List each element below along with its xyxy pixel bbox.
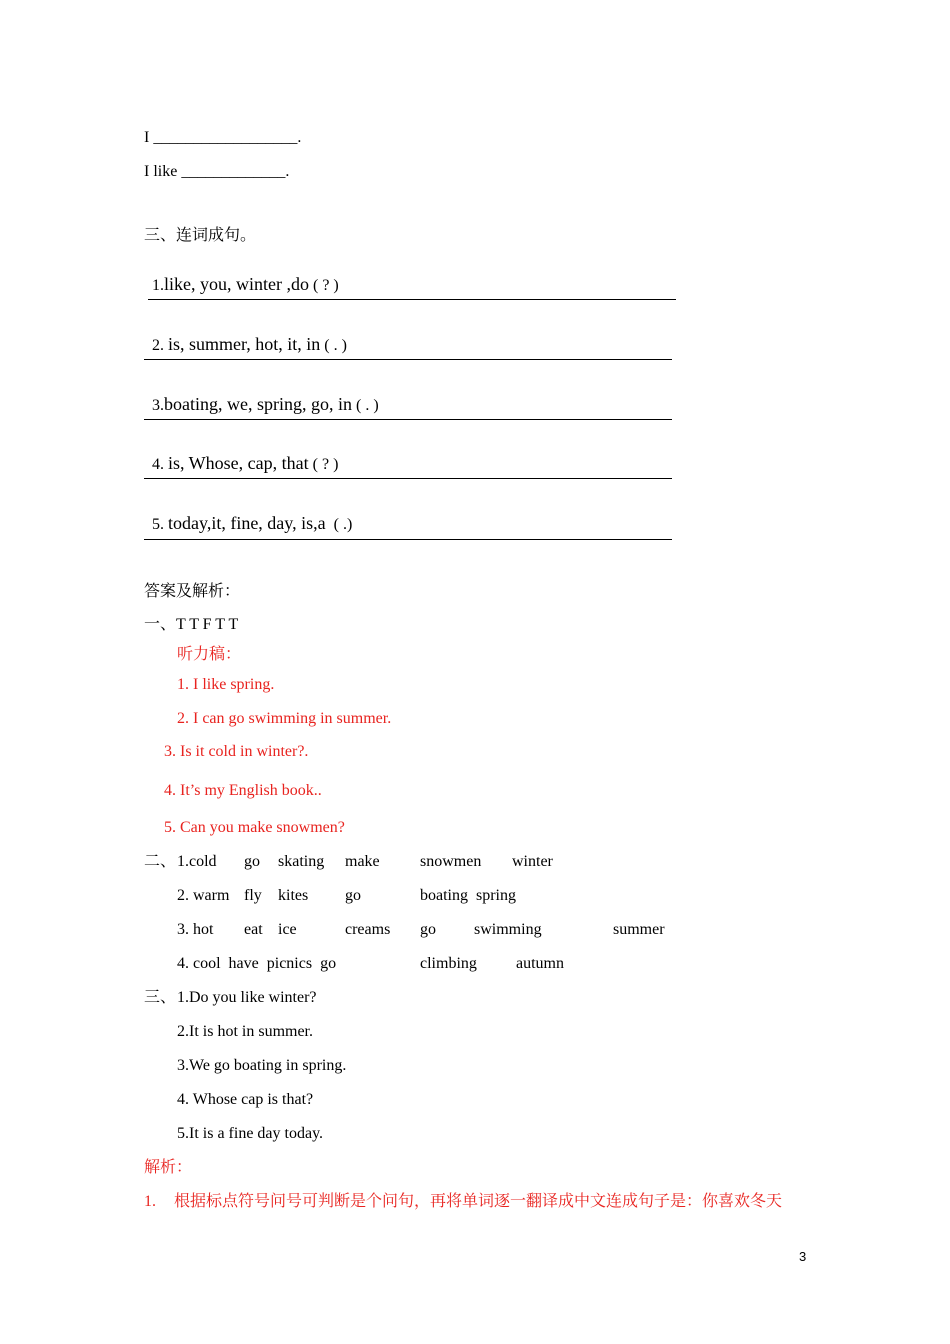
- question-punct: ( ? ): [312, 456, 339, 473]
- transcript-line: 5. Can you make snowmen?: [164, 819, 345, 836]
- word-cell: 1.cold: [177, 853, 217, 870]
- word-cell: ice: [278, 921, 297, 938]
- word-cell: kites: [278, 887, 309, 904]
- transcript-line: 2. I can go swimming in summer.: [177, 710, 392, 727]
- word-cell: make: [345, 853, 380, 870]
- question-punct: ( . ): [324, 337, 347, 354]
- answer-sentence: 2.It is hot in summer.: [177, 1023, 313, 1040]
- transcript-heading: 听力稿：: [177, 646, 242, 663]
- question-item: [144, 254, 339, 296]
- question-number: 4.: [152, 456, 164, 473]
- analysis-text: 根据标点符号问号可判断是个问句，再将单词逐一翻译成中文连成句子是：你喜欢冬天: [174, 1193, 783, 1210]
- answer-line: [144, 539, 672, 540]
- fill-line-1: I __________________.: [144, 129, 302, 146]
- word-cell: autumn: [516, 955, 564, 972]
- question-item: [144, 433, 338, 475]
- question-number: 3.: [152, 397, 164, 414]
- answers-heading: 答案及解析：: [144, 583, 241, 600]
- question-item: [144, 374, 379, 416]
- answer-line: [144, 359, 672, 360]
- word-cell: creams: [345, 921, 391, 938]
- part1-answers: 一、T T F T T: [144, 616, 239, 633]
- word-cell: climbing: [420, 955, 477, 972]
- word-cell: snowmen: [420, 853, 482, 870]
- word-cell: go: [244, 853, 260, 870]
- answer-sentence: 3.We go boating in spring.: [177, 1057, 347, 1074]
- question-number: 5.: [152, 516, 164, 533]
- answer-line: [144, 419, 672, 420]
- transcript-line: 4. It’s my English book..: [164, 782, 322, 799]
- word-cell: swimming: [474, 921, 542, 938]
- answer-sentence: 4. Whose cap is that?: [177, 1091, 314, 1108]
- question-number: 1.: [152, 277, 164, 294]
- word-cell: go: [345, 887, 361, 904]
- word-cell: boating spring: [420, 887, 516, 904]
- answer-sentence: 5.It is a fine day today.: [177, 1125, 324, 1142]
- transcript-line: 3. Is it cold in winter?.: [164, 743, 309, 760]
- question-words: boating, we, spring, go, in: [164, 394, 352, 414]
- question-words: is, summer, hot, it, in: [168, 334, 321, 354]
- section-heading: 三、连词成句。: [144, 227, 257, 244]
- word-cell: winter: [512, 853, 553, 870]
- transcript-line: 1. I like spring.: [177, 676, 275, 693]
- answer-line: [148, 299, 676, 300]
- part2-prefix: 二、: [144, 853, 177, 870]
- question-words: today,it, fine, day, is,a: [168, 513, 326, 533]
- question-words: is, Whose, cap, that: [168, 453, 309, 473]
- question-punct: ( .): [333, 516, 353, 533]
- analysis-heading: 解析：: [144, 1159, 193, 1176]
- question-punct: ( ? ): [312, 277, 339, 294]
- fill-line-2: I like _____________.: [144, 163, 290, 180]
- word-cell: go: [420, 921, 436, 938]
- question-punct: ( . ): [355, 397, 379, 414]
- answer-sentence: 1.Do you like winter?: [177, 989, 317, 1006]
- question-item: [144, 493, 352, 535]
- word-cell: summer: [613, 921, 665, 938]
- part3-prefix: 三、: [144, 989, 177, 1006]
- answer-line: [144, 478, 672, 479]
- word-cell: 2. warm: [177, 887, 230, 904]
- word-cell: fly: [244, 887, 262, 904]
- question-words: like, you, winter ,do: [164, 274, 309, 294]
- word-cell: eat: [244, 921, 263, 938]
- question-item: [144, 314, 347, 356]
- word-cell: 3. hot: [177, 921, 214, 938]
- question-number: 2.: [152, 337, 164, 354]
- word-cell: skating: [278, 853, 325, 870]
- page-number: 3: [799, 1249, 807, 1264]
- word-cell: 4. cool have picnics go: [177, 955, 337, 972]
- analysis-number: 1.: [144, 1193, 156, 1210]
